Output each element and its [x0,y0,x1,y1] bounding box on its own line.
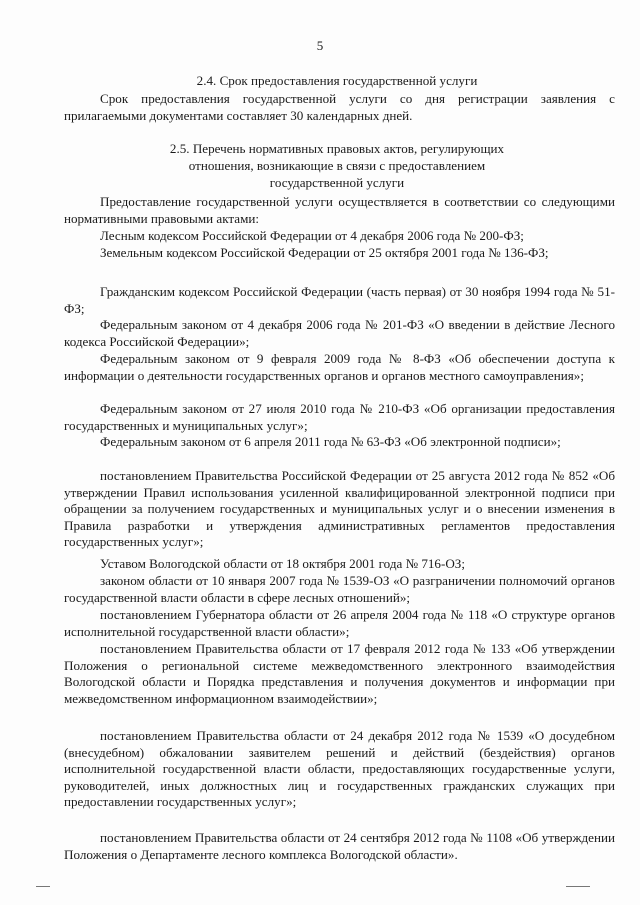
section-heading-2-4: 2.4. Срок предоставления государственной услуги [196,73,478,88]
paragraph-resolution-1108: постановлением Правительства области от 24 сентября 2012 года № 1108 «Об утверждении Положения о Департаменте лесного комплекса Вологодской области». [64,830,615,862]
page-number: 5 [316,38,324,53]
paragraph-resolution-1539: постановлением Правительства области от 24 декабря 2012 года № 1539 «О досудебном (внесудебном) обжаловании заявителем решений и действий (бездействия) органов исполнительной государственной власти области, предоставляющих государственные услуги, руководителей, иных должностных лиц и государственных гражданских служащих при предоставлении государственных услуг»; [64,728,615,810]
paragraph-term-of-service: Срок предоставления государственной услуги со дня регистрации заявления с прилагаемыми документами составляет 30 календарных дней. [64,91,615,123]
section-heading-2-5-line-2: отношения, возникающие в связи с предоставлением [188,158,486,173]
paragraph-land-code: Земельным кодексом Российской Федерации от 25 октября 2001 года № 136-ФЗ; [100,245,549,260]
paragraph-forest-code: Лесным кодексом Российской Федерации от 4 декабря 2006 года № 200-ФЗ; [100,228,524,243]
paragraph-law-63: Федеральным законом от 6 апреля 2011 года № 63-ФЗ «Об электронной подписи»; [100,434,561,449]
section-heading-2-5-line-3: государственной услуги [269,175,405,190]
paragraph-law-210: Федеральным законом от 27 июля 2010 года № 210-ФЗ «Об организации предоставления государственных и муниципальных услуг»; [64,401,615,433]
paragraph-resolution-133: постановлением Правительства области от 17 февраля 2012 года № 133 «Об утверждении Положения о региональной системе межведомственного электронного взаимодействия Вологодской области и Порядка представления и получения документов и информации при межведомственном информационном взаимодействии»; [64,641,615,706]
section-heading-2-5-line-1: 2.5. Перечень нормативных правовых актов, регулирующих [169,141,505,156]
scan-artifact-left [36,886,50,887]
paragraph-law-8: Федеральным законом от 9 февраля 2009 года № 8-ФЗ «Об обеспечении доступа к информации о деятельности государственных органов и органов местного самоуправления»; [64,351,615,383]
paragraph-resolution-852: постановлением Правительства Российской Федерации от 25 августа 2012 года № 852 «Об утверждении Правил использования усиленной квалифицированной электронной подписи при обращении за получением государственных и муниципальных услуг и о внесении изменения в Правила разработки и утверждения административных регламентов предоставления государственных услуг»; [64,468,615,550]
paragraph-governor-118: постановлением Губернатора области от 26 апреля 2004 года № 118 «О структуре органов исполнительной государственной власти области»; [64,607,615,639]
paragraph-civil-code: Гражданским кодексом Российской Федерации (часть первая) от 30 ноября 1994 года № 51-ФЗ; [64,284,615,316]
paragraph-intro: Предоставление государственной услуги осуществляется в соответствии со следующими нормативными правовыми актами: [64,194,615,226]
paragraph-law-201: Федеральным законом от 4 декабря 2006 года № 201-ФЗ «О введении в действие Лесного кодекса Российской Федерации»; [64,317,615,349]
scan-artifact-right [566,886,590,887]
paragraph-charter: Уставом Вологодской области от 18 октября 2001 года № 716-ОЗ; [100,556,465,571]
paragraph-law-1539-oz: законом области от 10 января 2007 года № 1539-ОЗ «О разграничении полномочий органов государственной власти области в сфере лесных отношений»; [64,573,615,605]
